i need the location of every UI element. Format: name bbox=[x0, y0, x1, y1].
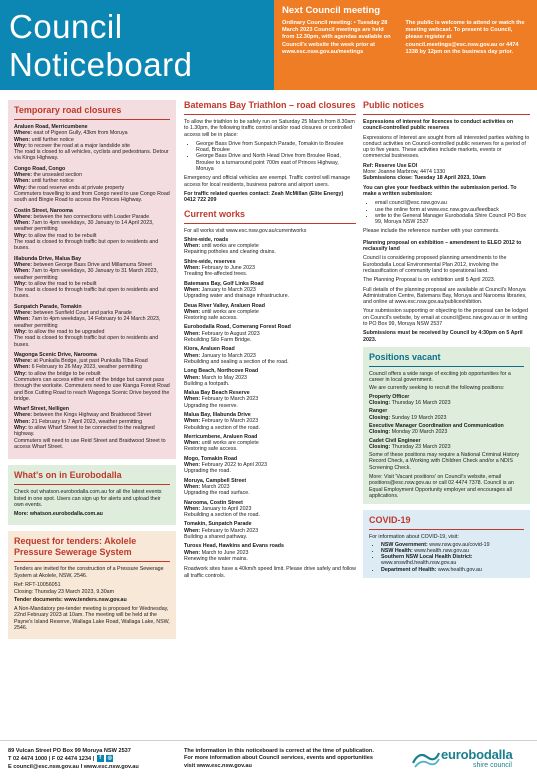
road-closure-line-label: Where: bbox=[14, 213, 34, 220]
covid-link-url[interactable]: www.health.gov.au bbox=[437, 566, 482, 573]
works-item-name: Moruya, Campbell Street bbox=[184, 477, 247, 484]
column-middle bbox=[184, 100, 356, 582]
road-closure-item bbox=[14, 208, 170, 252]
current-works-section bbox=[184, 209, 356, 579]
works-item bbox=[184, 500, 356, 519]
triathlon-intro: To allow the triathlon to be safely run on Saturday 25 March from 8.30am to 1.30pm, the following traffic control and/or road closures or controlled access will be in place: bbox=[184, 119, 355, 138]
job-closing-label: Closing: bbox=[369, 429, 392, 436]
footer-phone: T 02 4474 1000 | F 02 4474 1234 | bbox=[8, 756, 95, 763]
works-item-desc: Building a shared pathway. bbox=[184, 534, 248, 541]
works-item-name: Batemans Bay, Golf Links Road bbox=[184, 280, 264, 287]
feedback-bullet: • write to the General Manager Eurobodalla Shire Council PO Box 99, Moruya NSW 2537 bbox=[375, 213, 530, 226]
works-item-when-label: When: bbox=[184, 483, 202, 490]
licence-ref: Ref: Reserve Use EOI bbox=[363, 162, 418, 169]
road-closure-line-label: Where: bbox=[14, 310, 34, 317]
footer-contact bbox=[8, 748, 139, 771]
works-item-desc: Upgrading the reserve. bbox=[184, 402, 238, 409]
road-closure-line: The road is closed to all vehicles, cyclists and pedestrians. Detour via Kings Highway. bbox=[14, 149, 169, 162]
works-item bbox=[184, 456, 356, 475]
road-closure-line-value: 7am to 4pm weekdays, 14 February to 24 March 2023, weather permitting bbox=[14, 316, 161, 329]
works-item-name: Malua Bay Beach Reserve bbox=[184, 390, 250, 397]
works-item bbox=[184, 478, 356, 497]
tender-docs[interactable]: Tender documents: www.tenders.nsw.gov.au bbox=[14, 596, 127, 603]
road-closure-line-label: Where: bbox=[14, 130, 34, 137]
positions-intro1: Council offers a wide range of exciting job opportunities for a career in local government. bbox=[369, 370, 511, 384]
positions-intro2: We are currently seeking to recruit the following positions: bbox=[369, 384, 505, 391]
road-closure-line-label: When: bbox=[14, 136, 32, 143]
triathlon-note: Emergency and official vehicles are exempt. Traffic control will manage access for local residents, business patrons and airport users. bbox=[184, 175, 351, 188]
road-closure-name: Araluen Road, Merricumbene bbox=[14, 124, 88, 130]
triathlon-contact: For traffic related queries contact: Zeah McMillan (Elite Energy) 0412 722 209 bbox=[184, 190, 344, 204]
road-closure-line: The road is closed to through traffic but open to residents and buses. bbox=[14, 287, 159, 300]
works-item-desc: Restoring safe access. bbox=[184, 446, 238, 453]
council-meeting-box bbox=[274, 0, 537, 90]
logo-text: eurobodalla bbox=[441, 747, 513, 762]
title-box bbox=[0, 0, 274, 90]
road-closure-line-value: until further notice bbox=[31, 178, 74, 185]
road-closure-line-label: When: bbox=[14, 364, 32, 371]
road-closure-line-value: to allow the road to be upgraded bbox=[28, 328, 105, 335]
lep-p1: Council is considering proposed planning amendments to the Eurobodalla Local Environmental Plan 2012, involving the reclassification of community land to operational land. bbox=[363, 255, 507, 274]
covid-intro: For information about COVID-19, visit: bbox=[369, 534, 459, 541]
works-item bbox=[184, 521, 356, 540]
footer-email[interactable]: E council@esc.nsw.gov.au I www.esc.nsw.gov.au bbox=[8, 763, 139, 770]
road-closure-line-value: 21 February to 7 April 2023, weather permitting bbox=[31, 418, 143, 425]
road-closure-line-value: between Sunfield Court and parks Parade bbox=[33, 310, 132, 317]
whats-on-more[interactable]: More: whatson.eurobodalla.com.au bbox=[14, 511, 103, 518]
positions-box bbox=[363, 347, 530, 504]
works-item bbox=[184, 434, 356, 453]
road-closure-name: Sunpatch Parade, Tomakin bbox=[14, 303, 82, 310]
covid-link-url[interactable]: www.nsw.gov.au/covid-19 bbox=[429, 541, 490, 548]
triathlon-bullets bbox=[192, 141, 356, 172]
works-item-desc: Upgrading the road. bbox=[184, 468, 231, 475]
works-item-when-label: When: bbox=[184, 418, 202, 425]
road-closure-line: Commuters can access either end of the bridge but cannot pass through the worksite. Commuters need to use Kianga Forest Road and Box Cutting Road to reach Wagonga Scenic Drive beyond the bridge. bbox=[14, 376, 170, 402]
road-closure-line-label: Why: bbox=[14, 280, 29, 287]
works-item-name: Kiora, Araluen Road bbox=[184, 346, 235, 353]
works-item-name: Shire-wide, roads bbox=[184, 236, 229, 243]
road-closure-name: Illabunda Drive, Malua Bay bbox=[14, 255, 82, 262]
works-item bbox=[184, 281, 356, 300]
works-item-when-value: February 2022 to April 2023 bbox=[201, 462, 268, 469]
meeting-public-info: The public is welcome to attend or watch the meeting webcast. To present to Council, please register at council.meetings@esc.nsw.gov.au or 4474 1338 by 12pm on the business day prior. bbox=[405, 20, 525, 55]
works-item-when-label: When: bbox=[184, 286, 202, 293]
job-name: Executive Manager Coordination and Communication bbox=[369, 422, 504, 429]
lep-title: Planning proposal on exhibition – amendment to ELEO 2012 to reclassify land bbox=[363, 239, 522, 253]
works-item-desc: Restoring safe access. bbox=[184, 315, 238, 322]
covid-link-label: Department of Health: bbox=[381, 566, 438, 573]
road-closure-name: Costin Street, Narooma bbox=[14, 207, 73, 214]
tender-ref: Ref: RFT-10056051 bbox=[14, 582, 61, 589]
job-closing-value: Thursday 16 March 2023 bbox=[391, 400, 451, 407]
road-closure-item bbox=[14, 352, 170, 402]
road-closure-item bbox=[14, 124, 170, 162]
tender-title: Request for tenders: Akolele Pressure Sewerage System bbox=[14, 536, 170, 562]
footer-note: The information in this noticeboard is correct at the time of publication. For more information about Council services, events and opportunities visit www.esc.nsw.gov.au bbox=[184, 748, 374, 769]
whats-on-title: What's on in Eurobodalla bbox=[14, 470, 170, 485]
job-closing-value: Monday 20 March 2023 bbox=[391, 429, 448, 436]
road-closure-name: Congo Road, Congo bbox=[14, 165, 66, 172]
current-works-title: Current works bbox=[184, 209, 356, 224]
works-item bbox=[184, 346, 356, 365]
page-title-line2: Noticeboard bbox=[9, 46, 193, 83]
works-item bbox=[184, 324, 356, 343]
covid-link-label: NSW Government: bbox=[381, 541, 430, 548]
feedback-title: You can give your feedback within the submission period. To make a written submission: bbox=[363, 184, 517, 197]
works-item-when-value: January to March 2023 bbox=[201, 286, 256, 293]
works-footnote: Roadwork sites have a 40km/h speed limit. Please drive safely and follow all traffic controls. bbox=[184, 566, 356, 579]
road-closure-line-label: Where: bbox=[14, 358, 34, 365]
feedback-bullet: • email council@esc.nsw.gov.au bbox=[375, 200, 530, 206]
road-closure-line-value: 7am to 4pm weekdays, 30 January to 31 March 2023, weather permitting bbox=[14, 268, 158, 281]
road-closure-line-value: to allow the bridge to be rebuilt bbox=[28, 370, 101, 377]
tender-meeting: A Non-Mandatory pre-tender meeting is proposed for Wednesday, 22nd February 2023 at 10am. The meeting will be held at the Payne's Island Reserve, Wallaga Lake Road, Wallaga Lake, NSW, 2546. bbox=[14, 605, 170, 631]
works-item-when-label: When: bbox=[184, 505, 202, 512]
works-item-name: Eurobodalla Road, Comerang Forest Road bbox=[184, 324, 291, 331]
road-closures-list bbox=[14, 124, 170, 450]
road-closure-item bbox=[14, 256, 170, 300]
works-item-name: Mogo, Tomakin Road bbox=[184, 455, 238, 462]
triathlon-section bbox=[184, 100, 356, 204]
works-item bbox=[184, 303, 356, 322]
works-item-when-label: When: bbox=[184, 374, 202, 381]
tender-closing: Closing: Thursday 23 March 2023, 9.30am bbox=[14, 589, 115, 596]
road-closure-line-label: When: bbox=[14, 316, 32, 323]
positions-note2: More: Visit 'Vacant positions' on Council's website, email positions@esc.nsw.gov.au or call 02 4474 7378. Council is an Equal Employment Opportunity employer and encourages all applications. bbox=[369, 474, 514, 499]
job-closing bbox=[369, 444, 524, 450]
works-item-when-value: March 2023 bbox=[201, 483, 230, 490]
works-item-when-label: When: bbox=[184, 462, 202, 469]
positions-title: Positions vacant bbox=[369, 352, 524, 367]
road-closure-line-value: the road reserve ends at private property bbox=[28, 184, 125, 191]
works-item-desc: Upgrading water and drainage infrastructure. bbox=[184, 293, 290, 300]
footer-address: 89 Vulcan Street PO Box 99 Moruya NSW 2537 bbox=[8, 748, 131, 754]
works-item bbox=[184, 390, 356, 409]
road-closure-item bbox=[14, 406, 170, 450]
road-closure-line-value: east of Pigeon Gully, 43km from Moruya bbox=[33, 130, 128, 137]
works-item-when-value: February to March 2023 bbox=[201, 527, 259, 534]
job-closing bbox=[369, 429, 524, 435]
road-closure-item bbox=[14, 166, 170, 204]
instagram-icon[interactable]: ◎ bbox=[107, 755, 112, 762]
header bbox=[0, 0, 537, 90]
road-closure-line: The road is closed to through traffic but open to residents and buses. bbox=[14, 335, 159, 348]
road-closure-line: Commuters travelling to and from Congo need to use Congo Road south and Bingie Road to access the Princes Highway. bbox=[14, 190, 170, 204]
covid-link-url[interactable]: www.snswlhd.health.nsw.gov.au bbox=[381, 560, 457, 567]
works-item-when-value: January to March 2023 bbox=[201, 352, 256, 359]
covid-link-label: Southern NSW Local Health District: bbox=[381, 554, 473, 561]
covid-links bbox=[377, 542, 524, 573]
works-item-desc: Renewing the water mains. bbox=[184, 555, 248, 562]
works-item-when-value: until works are complete bbox=[201, 440, 259, 447]
logo-subtext: shire council bbox=[473, 762, 512, 769]
works-item-desc: Rebuilding a section of the road. bbox=[184, 512, 260, 519]
footer bbox=[0, 740, 537, 776]
feedback-bullets bbox=[371, 200, 530, 225]
road-closure-line bbox=[14, 268, 170, 281]
job-item bbox=[369, 408, 524, 421]
covid-link-item bbox=[381, 554, 524, 567]
page-title-line1: Council bbox=[9, 8, 123, 45]
current-works-intro: For all works visit www.esc.nsw.gov.au/currentworks bbox=[184, 227, 307, 234]
licence-title: Expressions of interest for licences to conduct activities on council-controlled public reserves bbox=[363, 119, 514, 132]
works-item-desc: Repairing potholes and clearing drains. bbox=[184, 249, 276, 256]
licence-more: More: Joanne Marbrow, 4474 1330 bbox=[363, 169, 446, 176]
works-item-when-label: When: bbox=[184, 243, 202, 250]
triathlon-title: Batemans Bay Triathlon – road closures bbox=[184, 100, 356, 115]
works-item-desc: Rebuilding Silo Farm Bridge. bbox=[184, 337, 252, 344]
road-closure-line-value: 6 February to 26 May 2023, weather permitting bbox=[31, 364, 142, 371]
works-item-when-value: until works are complete bbox=[201, 243, 259, 250]
road-closures-title: Temporary road closures bbox=[14, 105, 170, 120]
road-closure-line-label: Why: bbox=[14, 328, 29, 335]
road-closure-line: Commuters will need to use Reid Street and Braidwood Street to access Wharf Street. bbox=[14, 437, 166, 450]
works-item-when-label: When: bbox=[184, 330, 202, 337]
road-closure-name: Wagonga Scenic Drive, Narooma bbox=[14, 351, 97, 358]
road-closure-name: Wharf Street, Nelligen bbox=[14, 406, 70, 413]
road-closure-line-label: Where: bbox=[14, 261, 34, 268]
road-closure-line-label: Why: bbox=[14, 232, 29, 239]
covid-link-url[interactable]: www.health.nsw.gov.au bbox=[414, 547, 469, 554]
works-item-name: Deua River Valley, Araluen Road bbox=[184, 302, 265, 309]
road-closure-line-value: between George Bass Drive and Millamurra Street bbox=[33, 261, 152, 268]
works-item-name: Shire-wide, reserves bbox=[184, 258, 236, 265]
job-name: Property Officer bbox=[369, 393, 410, 400]
public-notices-title: Public notices bbox=[363, 100, 530, 115]
works-item-desc: Building a footpath. bbox=[184, 380, 230, 387]
works-item-when-value: February to March 2023 bbox=[201, 396, 259, 403]
covid-title: COVID-19 bbox=[369, 515, 524, 530]
jobs-list bbox=[369, 394, 524, 450]
road-closure-line-value: to allow the road to be rebuilt bbox=[28, 232, 97, 239]
road-closure-line-value: at Punkalla Bridge, just past Punkalla Tilba Road bbox=[33, 358, 148, 365]
road-closure-line-label: Where: bbox=[14, 172, 34, 179]
meeting-details: Ordinary Council meeting: • Tuesday 28 March 2023 Council meetings are held from 12.30pm, with agendas available on Council's website the week prior at www.esc.nsw.gov.au/meetings bbox=[282, 20, 391, 55]
road-closure-line-value: to recover the road at a major landslide site bbox=[28, 142, 130, 149]
job-item bbox=[369, 438, 524, 451]
job-closing bbox=[369, 415, 524, 421]
works-item-when-value: February to August 2023 bbox=[201, 330, 260, 337]
works-item-name: Tuross Head, Hawkins and Evans roads bbox=[184, 543, 284, 550]
job-closing-value: Sunday 19 March 2023 bbox=[391, 414, 447, 421]
council-logo bbox=[411, 745, 533, 773]
road-closure-line bbox=[14, 220, 170, 233]
works-list bbox=[184, 237, 356, 562]
works-item-when-value: March to May 2023 bbox=[201, 374, 247, 381]
whats-on-text: Check out whatson.eurobodalla.com.au for all the latest events listed in one spot. Users can sign up for alerts and upload their own events. bbox=[14, 489, 162, 508]
works-item-when-label: When: bbox=[184, 308, 202, 315]
works-item bbox=[184, 543, 356, 562]
road-closure-line bbox=[14, 425, 170, 438]
whats-on-box bbox=[8, 465, 176, 525]
works-item-when-value: until works are complete bbox=[201, 308, 259, 315]
works-item-when-value: February to June 2023 bbox=[201, 265, 255, 272]
triathlon-bullet: • George Bass Drive from Sunpatch Parade, Tomakin to Broulee Road, Broulee bbox=[196, 141, 356, 154]
works-item-when-label: When: bbox=[184, 396, 202, 403]
road-closure-line-label: Why: bbox=[14, 142, 29, 149]
works-item bbox=[184, 412, 356, 431]
works-item-name: Merricumbene, Araluen Road bbox=[184, 433, 258, 440]
road-closure-line-value: until further notice bbox=[31, 136, 74, 143]
works-item bbox=[184, 259, 356, 278]
works-item-when-label: When: bbox=[184, 265, 202, 272]
road-closure-line-value: between the Kings Highway and Braidwood Street bbox=[33, 412, 152, 419]
licence-text: Expressions of Interest are sought from all interested parties wishing to conduct activities on Council-controlled public reserves for a period of up to five years. These activities include markets, events or commercial businesses. bbox=[363, 134, 530, 160]
road-closure-line-value: between the two connections with Loader Parade bbox=[33, 213, 150, 220]
facebook-icon[interactable]: f bbox=[97, 755, 104, 762]
road-closure-line-label: Why: bbox=[14, 370, 29, 377]
works-item-desc: Treating fire-affected trees. bbox=[184, 271, 248, 278]
works-item-desc: Rebuilding and sealing a section of the road. bbox=[184, 358, 289, 365]
works-item-desc: Rebuilding a section of the road. bbox=[184, 424, 260, 431]
feedback-note: Please include the reference number with your comments. bbox=[363, 228, 500, 235]
road-closure-item bbox=[14, 304, 170, 348]
works-item-name: Tomakin, Sunpatch Parade bbox=[184, 521, 252, 528]
road-closure-line-value: 7am to 4pm weekdays, 30 January to 14 April 2023, weather permitting bbox=[14, 220, 154, 233]
works-item-when-label: When: bbox=[184, 440, 202, 447]
covid-box bbox=[363, 510, 530, 578]
road-closure-line-label: Why: bbox=[14, 184, 29, 191]
road-closure-line-label: When: bbox=[14, 178, 32, 185]
works-item-when-value: February to March 2023 bbox=[201, 418, 259, 425]
meeting-heading: Next Council meeting bbox=[282, 5, 381, 16]
lep-p2: The Planning Proposal is on exhibition until 5 April 2023. bbox=[363, 277, 496, 284]
works-item-when-label: When: bbox=[184, 549, 202, 556]
feedback-bullet: • use the online form at www.esc.nsw.gov.au/feedback bbox=[375, 207, 530, 213]
column-left bbox=[8, 100, 176, 639]
works-item bbox=[184, 237, 356, 256]
works-item bbox=[184, 368, 356, 387]
works-item-when-value: March to June 2023 bbox=[201, 549, 249, 556]
road-closure-line bbox=[14, 316, 170, 329]
lep-p3: Full details of the planning proposal are available at Council's Moruya Administration Centre, Batemans Bay, Moruya and Narooma libraries, and online at www.esc.nsw.gov.au/publicexhibition. bbox=[363, 286, 527, 306]
tender-text: Tenders are invited for the construction of a Pressure Sewerage System at Akolele, NSW, 2546. bbox=[14, 566, 164, 579]
covid-link-item bbox=[381, 567, 524, 573]
works-item-when-value: January to April 2023 bbox=[201, 505, 252, 512]
job-closing bbox=[369, 400, 524, 406]
positions-note1: Some of these positions may require a National Criminal History Record Check, a Working with Children Check and/or a NDIS Screening Check. bbox=[369, 452, 520, 471]
tender-box bbox=[8, 531, 176, 639]
job-closing-label: Closing: bbox=[369, 443, 392, 450]
works-item-name: Malua Bay, Illabunda Drive bbox=[184, 411, 251, 418]
road-closures-box bbox=[8, 100, 176, 459]
licence-close: Submissions close: Tuesday 18 April 2023, 10am bbox=[363, 175, 486, 182]
job-closing-label: Closing: bbox=[369, 414, 392, 421]
works-item-name: Long Beach, Northcove Road bbox=[184, 368, 259, 375]
road-closure-line-value: to allow the road to be rebuilt bbox=[28, 280, 97, 287]
road-closure-line-label: Why: bbox=[14, 425, 29, 432]
road-closure-line-label: When: bbox=[14, 220, 32, 227]
job-closing-label: Closing: bbox=[369, 400, 392, 407]
job-name: Cadet Civil Engineer bbox=[369, 437, 421, 444]
works-item-name: Narooma, Costin Street bbox=[184, 499, 243, 506]
lep-deadline: Submissions must be received by Council by 4:30pm on 5 April 2023. bbox=[363, 330, 523, 343]
job-name: Ranger bbox=[369, 408, 388, 415]
column-right bbox=[363, 100, 530, 578]
road-closure-line-label: When: bbox=[14, 268, 32, 275]
job-item bbox=[369, 423, 524, 436]
logo-wave-icon bbox=[411, 747, 441, 771]
works-item-when-label: When: bbox=[184, 527, 202, 534]
lep-p4: Your submission supporting or objecting to the proposal can be lodged on Council's website, by email at council@esc.nsw.gov.au or in writing to PO Box 99, Moruya NSW 2537 bbox=[363, 308, 528, 328]
road-closure-line-value: to allow Wharf Street to be connected to the realigned highway. bbox=[14, 425, 155, 438]
road-closure-line: The road is closed to through traffic but open to residents and buses. bbox=[14, 239, 159, 252]
road-closure-line-value: the unsealed section bbox=[33, 172, 83, 179]
works-item-when-label: When: bbox=[184, 352, 202, 359]
job-item bbox=[369, 394, 524, 407]
public-notices-section bbox=[363, 100, 530, 343]
job-closing-value: Thursday 23 March 2023 bbox=[391, 443, 451, 450]
works-item-desc: Upgrading the road surface. bbox=[184, 490, 250, 497]
covid-link-label: NSW Health: bbox=[381, 547, 415, 554]
road-closure-line-label: Where: bbox=[14, 412, 34, 419]
road-closure-line-label: When: bbox=[14, 418, 32, 425]
triathlon-bullet: • George Bass Drive and North Head Drive from Broulee Road, Broulee to a turnaround point 700m east of Princes Highway, Moruya bbox=[196, 153, 356, 172]
